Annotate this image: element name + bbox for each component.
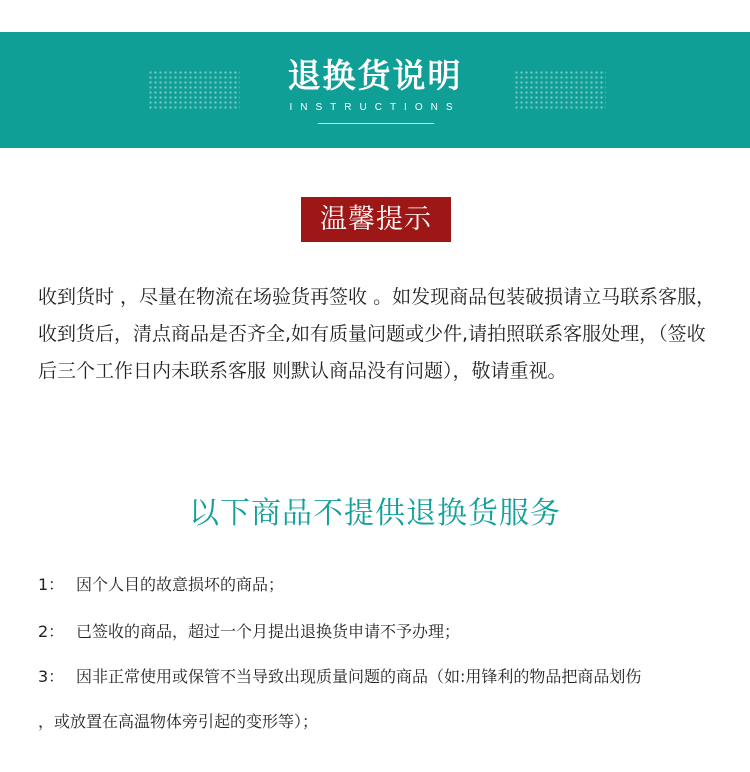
warm-tip-badge: 温馨提示 <box>301 197 451 242</box>
list-item <box>38 572 728 595</box>
list-item <box>38 664 728 687</box>
list-item-number: 2： <box>38 622 65 641</box>
subtitle-underline <box>318 123 434 124</box>
list-item-number: 1： <box>38 575 65 594</box>
list-item <box>38 619 728 642</box>
section-title: 以下商品不提供退换货服务 <box>189 496 561 531</box>
notice-paragraph: 收到货时 ，尽量在物流在场验货再签收 。如发现商品包装破损请立马联系客服，收到货后，清点商品是否齐全,如有质量问题或少件,请拍照联系客服处理，（签收后三个工作日内未联系客服 则默认商品没有问题），敬请重视。 <box>38 286 716 382</box>
page-subtitle: INSTRUCTIONS <box>289 102 461 113</box>
list-item-continuation: ，或放置在高温物体旁引起的变形等）； <box>38 712 319 731</box>
list-item-text: 因个人目的故意损坏的商品； <box>76 575 285 594</box>
header-banner <box>0 32 750 148</box>
list-item-text: 因非正常使用或保管不当导致出现质量问题的商品（如:用锋利的物品把商品划伤 <box>76 667 642 686</box>
page-title: 退换货说明 <box>287 56 463 95</box>
list-item-text: 已签收的商品，超过一个月提出退换货申请不予办理； <box>76 622 461 641</box>
list-item-number: 3： <box>38 667 65 686</box>
